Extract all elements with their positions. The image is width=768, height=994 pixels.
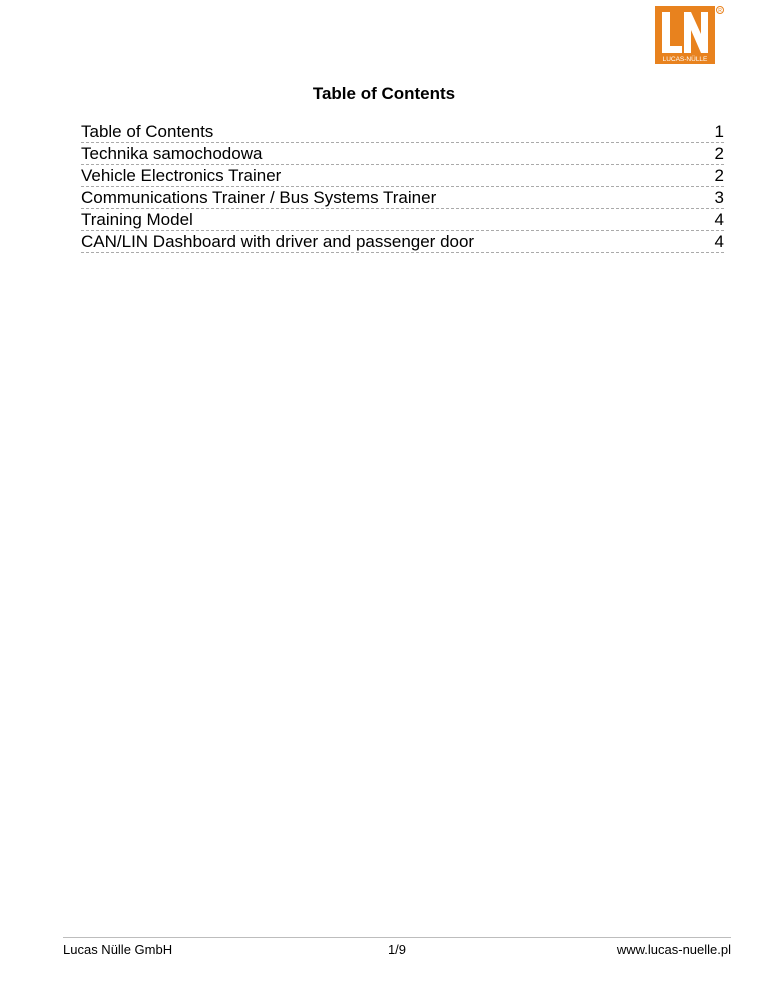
toc-entry[interactable] xyxy=(81,143,724,165)
table-of-contents xyxy=(81,121,724,253)
footer-page-number: 1/9 xyxy=(387,942,407,957)
toc-entry[interactable] xyxy=(81,165,724,187)
toc-entry-page: 1 xyxy=(714,122,724,141)
footer-company: Lucas Nülle GmbH xyxy=(63,942,173,957)
toc-entry-page: 4 xyxy=(714,232,724,251)
footer-website[interactable]: www.lucas-nuelle.pl xyxy=(616,942,731,957)
toc-entry-title: Table of Contents xyxy=(81,122,214,141)
toc-entry-page: 4 xyxy=(714,210,724,229)
toc-entry-title: Vehicle Electronics Trainer xyxy=(81,166,282,185)
toc-entry[interactable] xyxy=(81,187,724,209)
lucas-nuelle-logo xyxy=(655,6,725,74)
toc-entry[interactable] xyxy=(81,231,724,253)
page-title: Table of Contents xyxy=(312,84,456,103)
toc-entry-page: 2 xyxy=(714,144,724,163)
toc-entry[interactable] xyxy=(81,209,724,231)
toc-entry-title: Technika samochodowa xyxy=(81,144,263,163)
toc-entry[interactable] xyxy=(81,121,724,143)
toc-entry-title: Training Model xyxy=(81,210,193,229)
toc-entry-page: 2 xyxy=(714,166,724,185)
page-footer xyxy=(63,937,731,965)
toc-entry-title: CAN/LIN Dashboard with driver and passenger door xyxy=(81,232,475,251)
logo-brand-text: LUCAS-NÜLLE xyxy=(662,56,708,63)
svg-text:R: R xyxy=(718,8,722,14)
toc-entry-page: 3 xyxy=(714,188,724,207)
toc-entry-title: Communications Trainer / Bus Systems Trainer xyxy=(81,188,437,207)
